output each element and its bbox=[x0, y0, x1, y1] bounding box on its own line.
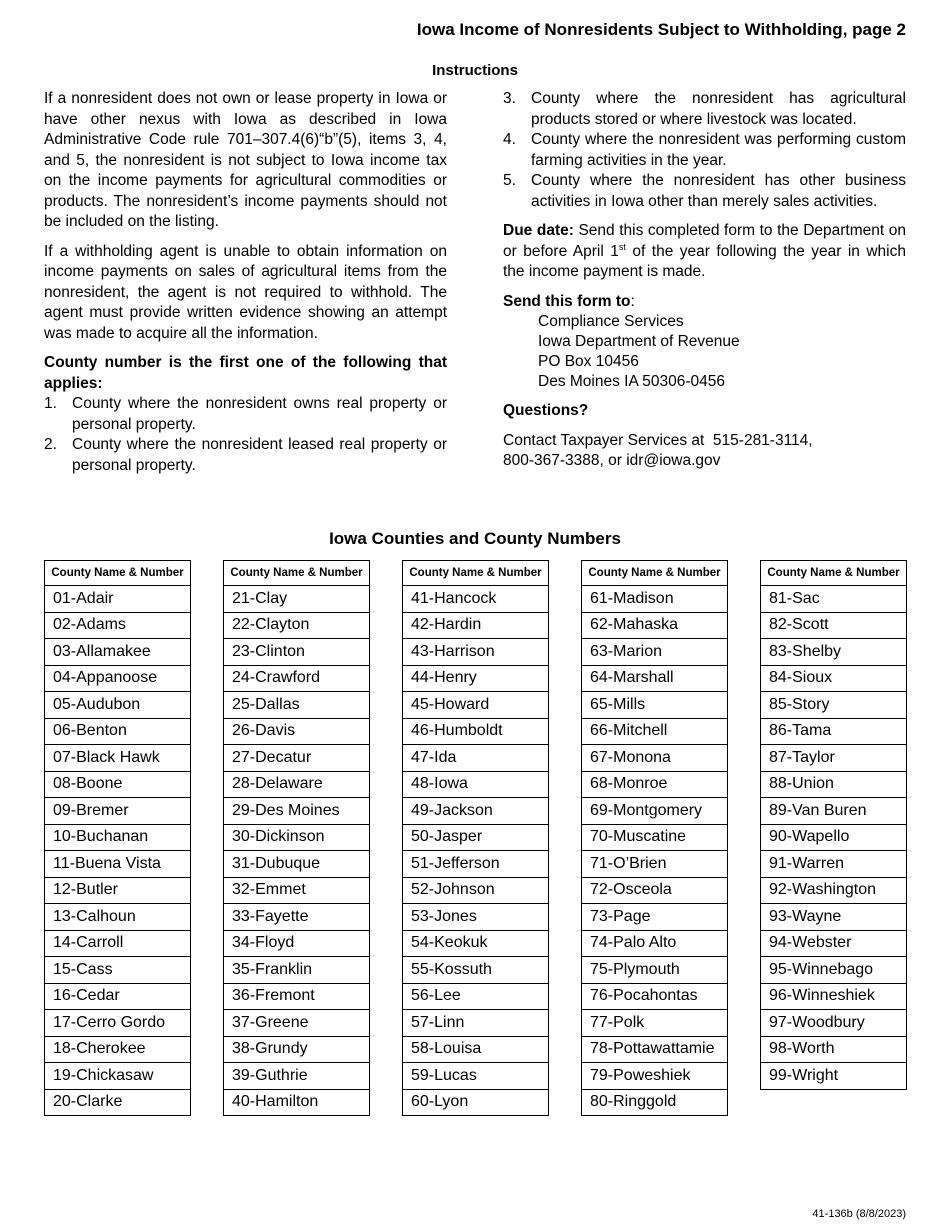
county-cell: 93-Wayne bbox=[761, 904, 907, 931]
table-row bbox=[403, 665, 549, 692]
county-cell: 11-Buena Vista bbox=[45, 851, 191, 878]
table-row bbox=[582, 1089, 728, 1116]
county-cell: 50-Jasper bbox=[403, 824, 549, 851]
county-column-header: County Name & Number bbox=[45, 561, 191, 586]
county-cell: 83-Shelby bbox=[761, 639, 907, 666]
table-row bbox=[45, 771, 191, 798]
table-row bbox=[582, 718, 728, 745]
county-cell: 28-Delaware bbox=[224, 771, 370, 798]
county-cell: 79-Poweshiek bbox=[582, 1063, 728, 1090]
table-row bbox=[224, 877, 370, 904]
county-cell: 29-Des Moines bbox=[224, 798, 370, 825]
county-cell: 31-Dubuque bbox=[224, 851, 370, 878]
table-row bbox=[582, 612, 728, 639]
rule-text: County where the nonresident leased real property or personal property. bbox=[72, 436, 447, 474]
table-row bbox=[582, 877, 728, 904]
table-row bbox=[224, 586, 370, 613]
table-row bbox=[45, 1063, 191, 1090]
table-row bbox=[761, 586, 907, 613]
county-cell: 70-Muscatine bbox=[582, 824, 728, 851]
county-rule-list-right bbox=[503, 89, 906, 212]
county-cell: 72-Osceola bbox=[582, 877, 728, 904]
county-cell: 63-Marion bbox=[582, 639, 728, 666]
contact-line: Contact Taxpayer Services at 515-281-3114, bbox=[503, 431, 813, 449]
county-cell: 48-Iowa bbox=[403, 771, 549, 798]
table-row bbox=[403, 957, 549, 984]
table-row bbox=[224, 983, 370, 1010]
table-row bbox=[761, 612, 907, 639]
table-row bbox=[45, 957, 191, 984]
table-row bbox=[224, 957, 370, 984]
county-cell: 90-Wapello bbox=[761, 824, 907, 851]
county-cell: 64-Marshall bbox=[582, 665, 728, 692]
county-column-header: County Name & Number bbox=[582, 561, 728, 586]
table-row bbox=[582, 824, 728, 851]
table-row bbox=[403, 851, 549, 878]
county-cell: 10-Buchanan bbox=[45, 824, 191, 851]
county-cell: 07-Black Hawk bbox=[45, 745, 191, 772]
table-row bbox=[45, 851, 191, 878]
table-row bbox=[582, 930, 728, 957]
county-cell: 34-Floyd bbox=[224, 930, 370, 957]
county-cell: 66-Mitchell bbox=[582, 718, 728, 745]
table-row bbox=[403, 1063, 549, 1090]
county-cell: 25-Dallas bbox=[224, 692, 370, 719]
county-cell: 55-Kossuth bbox=[403, 957, 549, 984]
table-row bbox=[45, 692, 191, 719]
table-row bbox=[761, 639, 907, 666]
table-row bbox=[582, 639, 728, 666]
county-cell: 39-Guthrie bbox=[224, 1063, 370, 1090]
table-row bbox=[403, 824, 549, 851]
table-row bbox=[224, 1089, 370, 1116]
table-row bbox=[45, 983, 191, 1010]
due-date-text-continued: of the year following the year in which the income payment is made. bbox=[503, 242, 906, 280]
county-cell: 18-Cherokee bbox=[45, 1036, 191, 1063]
table-row bbox=[582, 1036, 728, 1063]
county-cell: 87-Taylor bbox=[761, 745, 907, 772]
county-cell: 84-Sioux bbox=[761, 665, 907, 692]
table-row bbox=[45, 930, 191, 957]
rule-text: County where the nonresident has other business activities in Iowa other than merely sales activities. bbox=[531, 172, 906, 210]
table-row bbox=[403, 612, 549, 639]
rule-text: County where the nonresident was performing custom farming activities in the year. bbox=[531, 131, 906, 169]
county-cell: 27-Decatur bbox=[224, 745, 370, 772]
table-row bbox=[45, 718, 191, 745]
address-line: Iowa Department of Revenue bbox=[538, 333, 740, 350]
county-cell: 65-Mills bbox=[582, 692, 728, 719]
county-cell: 77-Polk bbox=[582, 1010, 728, 1037]
table-row bbox=[582, 586, 728, 613]
table-row bbox=[761, 692, 907, 719]
county-cell: 42-Hardin bbox=[403, 612, 549, 639]
table-row bbox=[582, 1010, 728, 1037]
county-cell: 67-Monona bbox=[582, 745, 728, 772]
county-rule-item bbox=[503, 89, 906, 130]
county-cell: 08-Boone bbox=[45, 771, 191, 798]
county-cell: 89-Van Buren bbox=[761, 798, 907, 825]
send-form-colon: : bbox=[630, 292, 635, 310]
due-date-text: Send this completed form to the Department on or before April 1 bbox=[503, 222, 906, 260]
county-cell: 30-Dickinson bbox=[224, 824, 370, 851]
county-cell: 17-Cerro Gordo bbox=[45, 1010, 191, 1037]
county-table bbox=[402, 560, 549, 1116]
rule-number: 4. bbox=[503, 131, 516, 148]
form-id: 41-136b (8/8/2023) bbox=[812, 1208, 906, 1220]
county-cell: 80-Ringgold bbox=[582, 1089, 728, 1116]
table-row bbox=[761, 930, 907, 957]
county-cell: 95-Winnebago bbox=[761, 957, 907, 984]
county-cell: 04-Appanoose bbox=[45, 665, 191, 692]
county-cell: 54-Keokuk bbox=[403, 930, 549, 957]
county-cell: 33-Fayette bbox=[224, 904, 370, 931]
county-cell: 32-Emmet bbox=[224, 877, 370, 904]
county-cell: 26-Davis bbox=[224, 718, 370, 745]
table-row bbox=[224, 930, 370, 957]
table-row bbox=[761, 745, 907, 772]
table-row bbox=[403, 798, 549, 825]
county-table bbox=[760, 560, 907, 1090]
table-row bbox=[224, 639, 370, 666]
county-cell: 38-Grundy bbox=[224, 1036, 370, 1063]
county-cell: 20-Clarke bbox=[45, 1089, 191, 1116]
table-row bbox=[582, 983, 728, 1010]
instructions-heading: Instructions bbox=[432, 62, 518, 79]
counties-heading: Iowa Counties and County Numbers bbox=[329, 529, 621, 548]
table-row bbox=[224, 824, 370, 851]
county-cell: 59-Lucas bbox=[403, 1063, 549, 1090]
table-row bbox=[403, 877, 549, 904]
table-row bbox=[403, 639, 549, 666]
county-cell: 97-Woodbury bbox=[761, 1010, 907, 1037]
county-cell: 85-Story bbox=[761, 692, 907, 719]
county-cell: 19-Chickasaw bbox=[45, 1063, 191, 1090]
address-line: Des Moines IA 50306-0456 bbox=[538, 373, 725, 390]
rule-number: 2. bbox=[44, 436, 57, 453]
county-cell: 81-Sac bbox=[761, 586, 907, 613]
table-row bbox=[403, 904, 549, 931]
county-table bbox=[44, 560, 191, 1116]
county-cell: 98-Worth bbox=[761, 1036, 907, 1063]
county-cell: 45-Howard bbox=[403, 692, 549, 719]
table-row bbox=[224, 1063, 370, 1090]
county-cell: 24-Crawford bbox=[224, 665, 370, 692]
table-row bbox=[403, 692, 549, 719]
county-cell: 96-Winneshiek bbox=[761, 983, 907, 1010]
page-title: Iowa Income of Nonresidents Subject to Withholding, page 2 bbox=[416, 20, 906, 39]
county-cell: 49-Jackson bbox=[403, 798, 549, 825]
county-cell: 41-Hancock bbox=[403, 586, 549, 613]
county-cell: 21-Clay bbox=[224, 586, 370, 613]
county-cell: 22-Clayton bbox=[224, 612, 370, 639]
table-row bbox=[45, 1036, 191, 1063]
county-cell: 71-O’Brien bbox=[582, 851, 728, 878]
county-cell: 14-Carroll bbox=[45, 930, 191, 957]
table-row bbox=[45, 1010, 191, 1037]
table-row bbox=[761, 824, 907, 851]
table-row bbox=[45, 904, 191, 931]
send-form-heading bbox=[503, 292, 906, 313]
due-date-paragraph bbox=[503, 221, 906, 283]
county-cell: 68-Monroe bbox=[582, 771, 728, 798]
county-cell: 06-Benton bbox=[45, 718, 191, 745]
county-rule-heading: County number is the first one of the following that applies: bbox=[44, 354, 447, 392]
county-cell: 40-Hamilton bbox=[224, 1089, 370, 1116]
table-row bbox=[761, 1036, 907, 1063]
table-row bbox=[45, 1089, 191, 1116]
county-cell: 43-Harrison bbox=[403, 639, 549, 666]
rule-number: 1. bbox=[44, 395, 57, 412]
table-row bbox=[45, 798, 191, 825]
county-cell: 51-Jefferson bbox=[403, 851, 549, 878]
county-cell: 37-Greene bbox=[224, 1010, 370, 1037]
rule-number: 5. bbox=[503, 172, 516, 189]
county-cell: 56-Lee bbox=[403, 983, 549, 1010]
mailing-address bbox=[503, 312, 906, 392]
county-rule-item bbox=[503, 171, 906, 212]
county-cell: 36-Fremont bbox=[224, 983, 370, 1010]
county-cell: 46-Humboldt bbox=[403, 718, 549, 745]
table-row bbox=[761, 798, 907, 825]
county-cell: 09-Bremer bbox=[45, 798, 191, 825]
instructions-left-column bbox=[44, 89, 447, 476]
send-form-label: Send this form to bbox=[503, 292, 631, 310]
county-column-header: County Name & Number bbox=[403, 561, 549, 586]
table-row bbox=[761, 957, 907, 984]
county-table bbox=[581, 560, 728, 1116]
table-row bbox=[582, 771, 728, 798]
county-cell: 12-Butler bbox=[45, 877, 191, 904]
table-row bbox=[224, 904, 370, 931]
table-row bbox=[403, 983, 549, 1010]
table-row bbox=[45, 639, 191, 666]
table-row bbox=[403, 1089, 549, 1116]
due-date-label: Due date: bbox=[503, 222, 574, 239]
table-row bbox=[224, 798, 370, 825]
questions-heading: Questions? bbox=[503, 402, 589, 419]
county-cell: 02-Adams bbox=[45, 612, 191, 639]
table-row bbox=[761, 877, 907, 904]
county-cell: 05-Audubon bbox=[45, 692, 191, 719]
table-row bbox=[45, 877, 191, 904]
county-cell: 73-Page bbox=[582, 904, 728, 931]
table-row bbox=[761, 904, 907, 931]
county-cell: 35-Franklin bbox=[224, 957, 370, 984]
county-cell: 23-Clinton bbox=[224, 639, 370, 666]
county-cell: 52-Johnson bbox=[403, 877, 549, 904]
county-cell: 16-Cedar bbox=[45, 983, 191, 1010]
table-row bbox=[403, 586, 549, 613]
rule-number: 3. bbox=[503, 90, 516, 107]
rule-text: County where the nonresident owns real property or personal property. bbox=[72, 395, 447, 433]
table-row bbox=[45, 612, 191, 639]
county-cell: 60-Lyon bbox=[403, 1089, 549, 1116]
table-row bbox=[45, 665, 191, 692]
table-row bbox=[224, 718, 370, 745]
county-cell: 86-Tama bbox=[761, 718, 907, 745]
withholding-agent-paragraph: If a withholding agent is unable to obtain information on income payments on sales of agricultural items from the nonresident, the agent is not required to withhold. The agent must provide written evidence showing an attempt was made to acquire all the information. bbox=[44, 242, 447, 342]
county-cell: 57-Linn bbox=[403, 1010, 549, 1037]
county-table bbox=[223, 560, 370, 1116]
instructions-right-column bbox=[503, 89, 906, 472]
county-cell: 01-Adair bbox=[45, 586, 191, 613]
table-row bbox=[224, 1036, 370, 1063]
table-row bbox=[403, 930, 549, 957]
county-rule-item bbox=[44, 435, 447, 476]
table-row bbox=[45, 745, 191, 772]
table-row bbox=[45, 586, 191, 613]
table-row bbox=[761, 665, 907, 692]
county-cell: 91-Warren bbox=[761, 851, 907, 878]
table-row bbox=[224, 771, 370, 798]
county-rule-list-left bbox=[44, 394, 447, 476]
county-cell: 53-Jones bbox=[403, 904, 549, 931]
county-cell: 99-Wright bbox=[761, 1063, 907, 1090]
due-date-ordinal: st bbox=[618, 241, 626, 252]
contact-line: 800-367-3388, or idr@iowa.gov bbox=[503, 452, 721, 469]
table-row bbox=[224, 1010, 370, 1037]
table-row bbox=[582, 904, 728, 931]
county-cell: 78-Pottawattamie bbox=[582, 1036, 728, 1063]
county-cell: 03-Allamakee bbox=[45, 639, 191, 666]
county-cell: 82-Scott bbox=[761, 612, 907, 639]
table-row bbox=[761, 771, 907, 798]
table-row bbox=[224, 745, 370, 772]
county-cell: 62-Mahaska bbox=[582, 612, 728, 639]
county-rule-item bbox=[44, 394, 447, 435]
county-cell: 74-Palo Alto bbox=[582, 930, 728, 957]
table-row bbox=[761, 718, 907, 745]
county-cell: 76-Pocahontas bbox=[582, 983, 728, 1010]
nexus-paragraph: If a nonresident does not own or lease property in Iowa or have other nexus with Iowa as described in Iowa Administrative Code rule 701–307.4(6)“b”(5), items 3, 4, and 5, the nonresident is not subject to Iowa income tax on the income payments for agricultural commodities or products. The nonresident’s income payments should not be included on the listing. bbox=[44, 90, 447, 230]
table-row bbox=[224, 851, 370, 878]
table-row bbox=[224, 692, 370, 719]
table-row bbox=[761, 983, 907, 1010]
table-row bbox=[403, 1036, 549, 1063]
county-cell: 88-Union bbox=[761, 771, 907, 798]
table-row bbox=[582, 957, 728, 984]
table-row bbox=[582, 798, 728, 825]
table-row bbox=[761, 1063, 907, 1090]
table-row bbox=[582, 1063, 728, 1090]
table-row bbox=[761, 1010, 907, 1037]
table-row bbox=[582, 692, 728, 719]
table-row bbox=[45, 824, 191, 851]
address-line: Compliance Services bbox=[538, 313, 684, 330]
table-row bbox=[403, 718, 549, 745]
table-row bbox=[582, 851, 728, 878]
table-row bbox=[403, 1010, 549, 1037]
county-cell: 75-Plymouth bbox=[582, 957, 728, 984]
table-row bbox=[224, 612, 370, 639]
table-row bbox=[403, 771, 549, 798]
rule-text: County where the nonresident has agricultural products stored or where livestock was located. bbox=[531, 90, 906, 128]
county-cell: 94-Webster bbox=[761, 930, 907, 957]
county-cell: 58-Louisa bbox=[403, 1036, 549, 1063]
county-cell: 47-Ida bbox=[403, 745, 549, 772]
county-cell: 44-Henry bbox=[403, 665, 549, 692]
table-row bbox=[403, 745, 549, 772]
table-row bbox=[582, 665, 728, 692]
address-line: PO Box 10456 bbox=[538, 353, 639, 370]
county-cell: 92-Washington bbox=[761, 877, 907, 904]
county-cell: 69-Montgomery bbox=[582, 798, 728, 825]
table-row bbox=[761, 851, 907, 878]
table-row bbox=[224, 665, 370, 692]
table-row bbox=[582, 745, 728, 772]
county-rule-item bbox=[503, 130, 906, 171]
county-cell: 61-Madison bbox=[582, 586, 728, 613]
county-cell: 15-Cass bbox=[45, 957, 191, 984]
county-column-header: County Name & Number bbox=[761, 561, 907, 586]
county-cell: 13-Calhoun bbox=[45, 904, 191, 931]
county-column-header: County Name & Number bbox=[224, 561, 370, 586]
